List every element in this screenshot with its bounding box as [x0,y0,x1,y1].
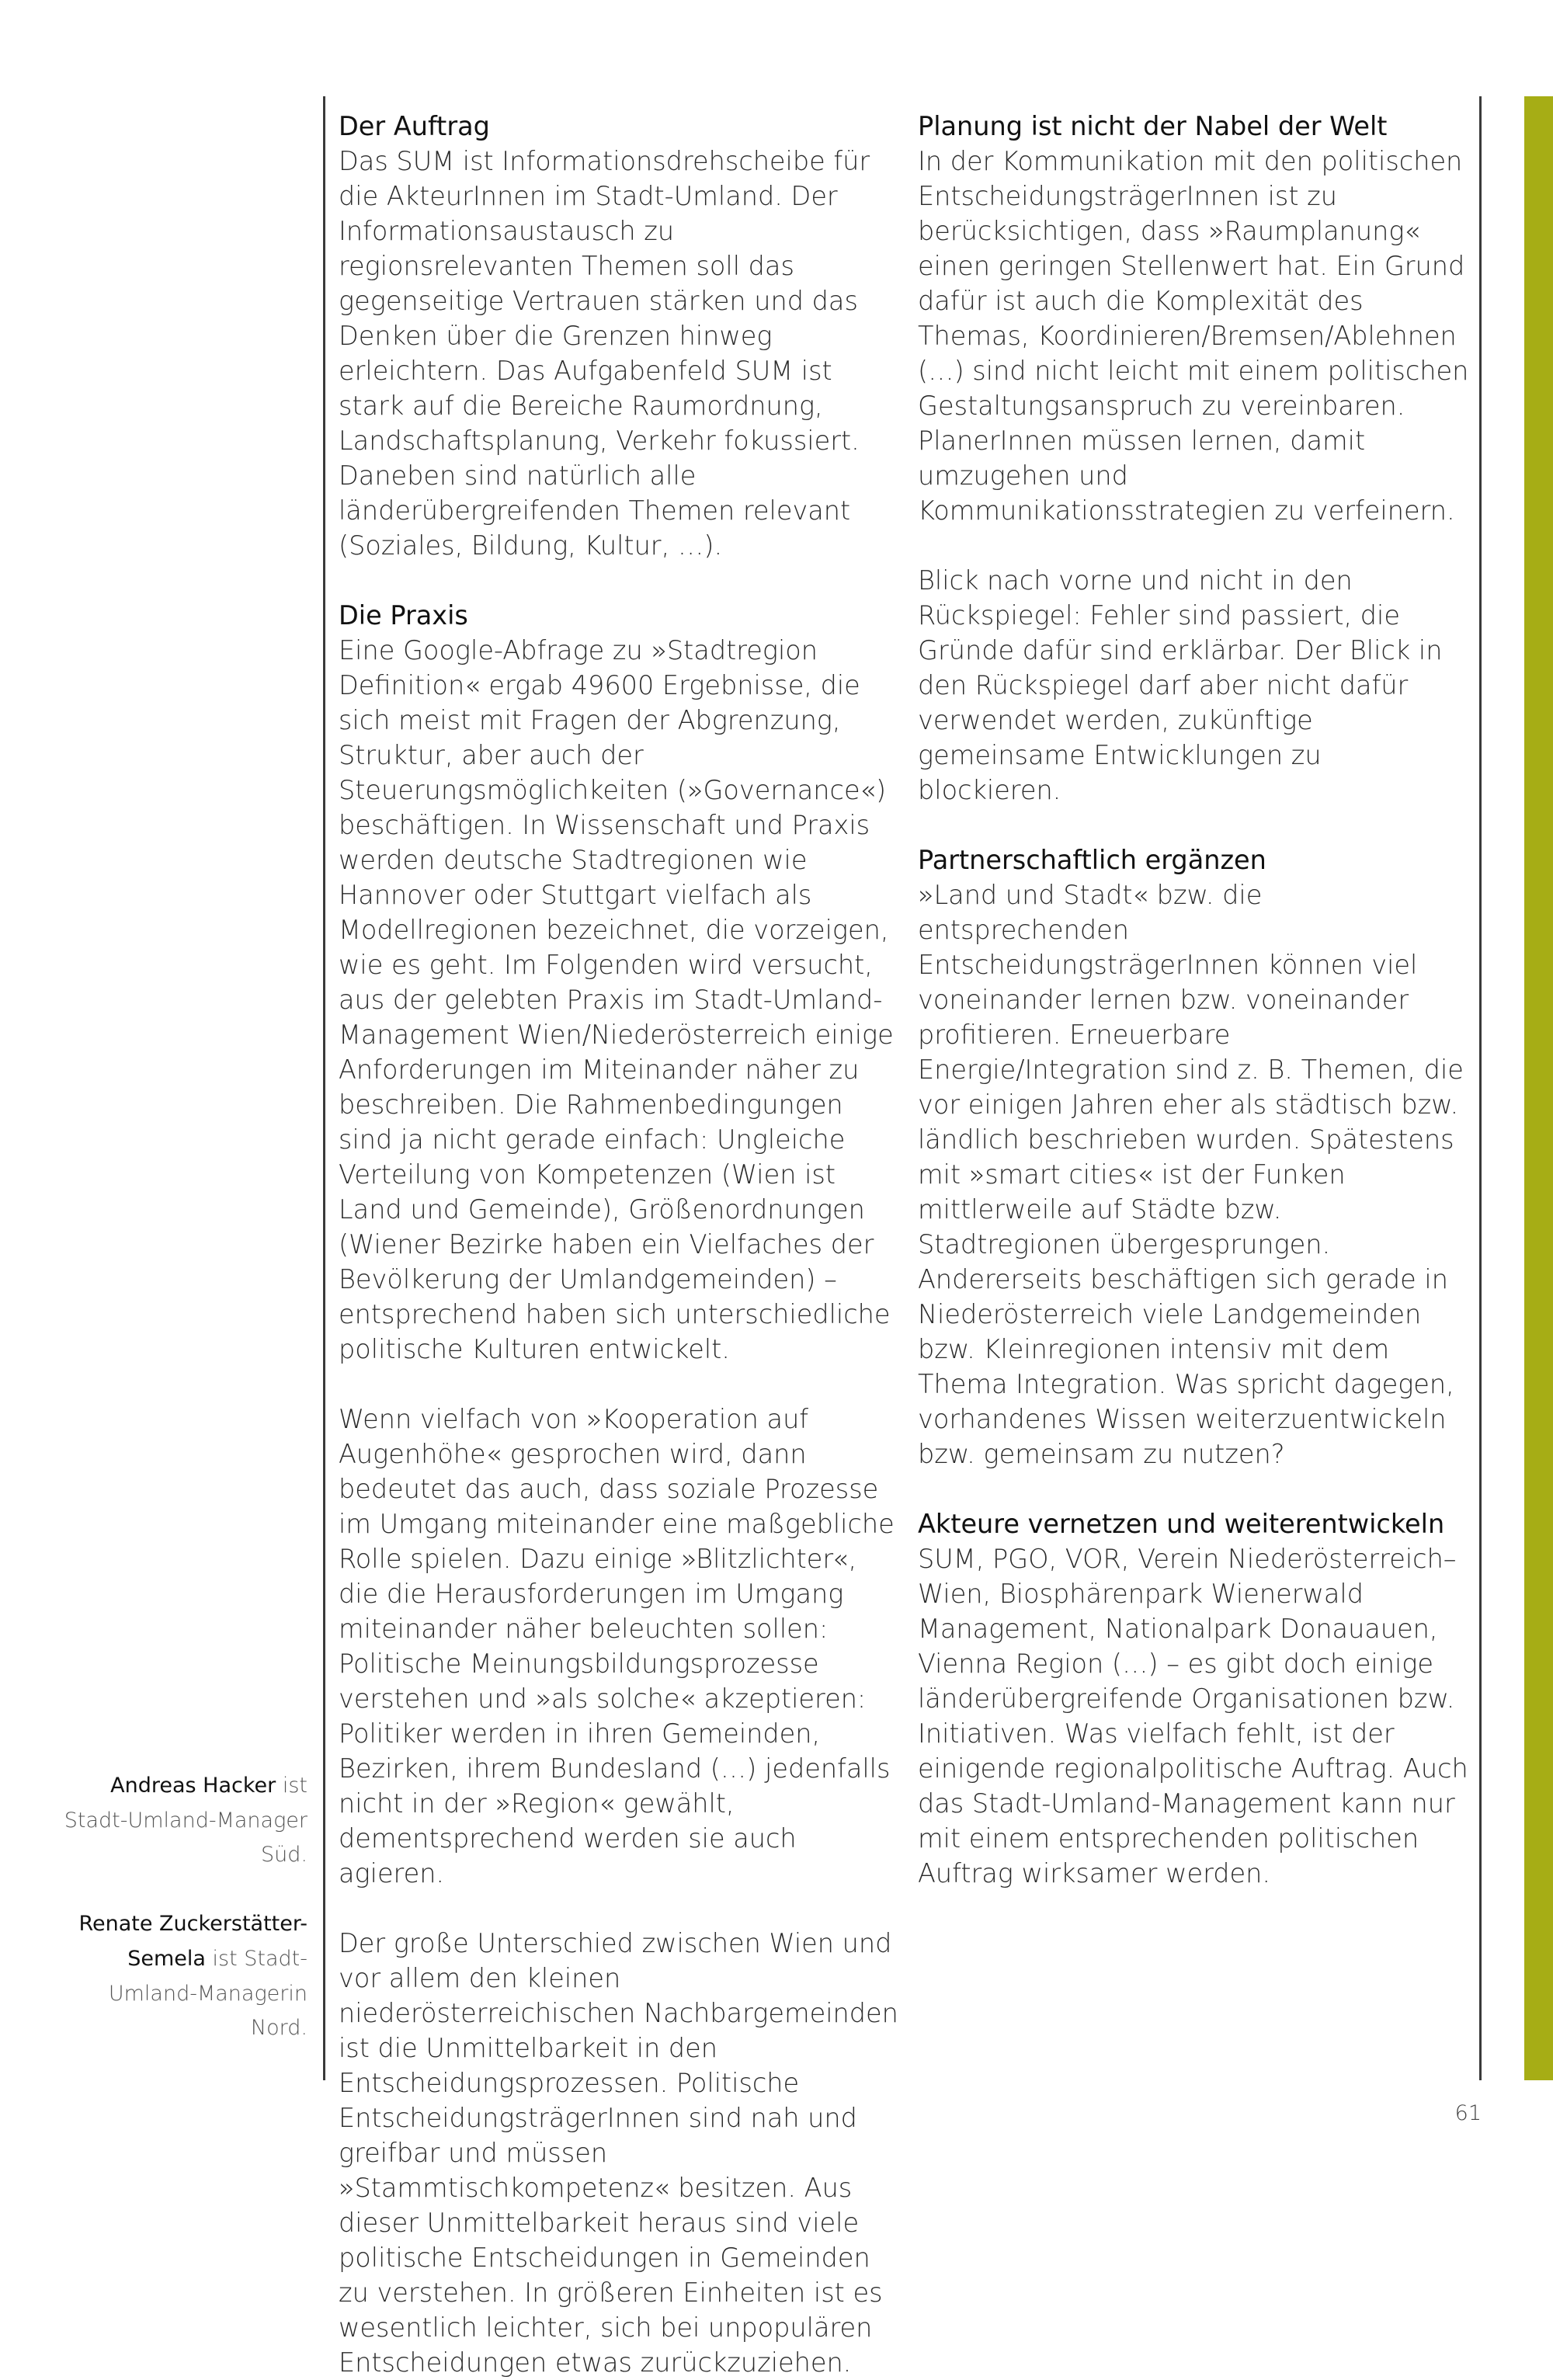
author-spacer [59,1873,307,1908]
author-role: ist Stadt-Umland-Managerin Nord. [108,1946,307,2041]
paragraph-auftrag: Das SUM ist Informationsdrehscheibe für die AkteurInnen im Stadt-Umland. Der Informationsaustausch zu regionsrelevanten Themen soll das gegenseitige Vertrauen stärken und das Denken über die Grenzen hinweg erleichtern. Das Aufgabenfeld SUM ist stark auf die Bereiche Raumordnung, Landschaftsplanung, Verkehr fokussiert. Daneben sind natürlich alle länderübergreifenden Themen relevant (Soziales, Bildung, Kultur, …). [339,146,870,561]
column-divider-left [323,96,325,2080]
text-column-left [339,109,899,2380]
paragraph-praxis-1: Eine Google-Abfrage zu »Stadtregion Definition« ergab 49600 Ergebnisse, die sich meist mit Fragen der Abgrenzung, Struktur, aber auch der Steuerungsmöglichkeiten (»Governance«) beschäftigen. In Wissenschaft und Praxis werden deutsche Stadtregionen wie Hannover oder Stuttgart vielfach als Modellregionen bezeichnet, die vorzeigen, wie es geht. Im Folgenden wird versucht, aus der gelebten Praxis im Stadt-Umland-Management Wien/Niederösterreich einige Anforderungen im Miteinander näher zu beschreiben. Die Rahmenbedingungen sind ja nicht gerade einfach: Ungleiche Verteilung von Kompetenzen (Wien ist Land und Gemeinde), Größenordnungen (Wiener Bezirke haben ein Vielfaches der Bevölkerung der Umlandgemeinden) – entsprechend haben sich unterschiedliche politische Kulturen entwickelt. [339,635,894,1364]
page-number: 61 [1454,2101,1482,2125]
paragraph-planung-1: In der Kommunikation mit den politischen EntscheidungsträgerInnen ist zu berücksichtigen, dass »Raumplanung« einen geringen Stellenwert hat. Ein Grund dafür ist auch die Komplexität des Themas, Koordinieren/Bremsen/Ablehnen (…) sind nicht leicht mit einem politischen Gestaltungsanspruch zu vereinbaren. PlanerInnen müssen lernen, damit umzugehen und Kommunikationsstrategien zu verfeinern. [918,146,1469,526]
section-heading-partnerschaft: Partnerschaftlich ergänzen [918,845,1266,875]
paragraph-planung-2: Blick nach vorne und nicht in den Rückspiegel: Fehler sind passiert, die Gründe dafür sind erklärbar. Der Blick in den Rückspiegel darf aber nicht dafür verwendet werden, zukünftige gemeinsame Entwicklungen zu blockieren. [918,565,1443,805]
paragraph-akteure: SUM, PGO, VOR, Verein Niederösterreich–Wien, Biosphärenpark Wienerwald Management, Nationalpark Donauauen, Vienna Region (…) – es gibt doch einige länderübergreifende Organisationen bzw. Initiativen. Was vielfach fehlt, ist der einigende regionalpolitische Auftrag. Auch das Stadt-Umland-Management kann nur mit einem entsprechenden politischen Auftrag wirksamer werden. [918,1544,1468,1888]
paragraph-praxis-2: Wenn vielfach von »Kooperation auf Augenhöhe« gesprochen wird, dann bedeutet das auch, dass soziale Prozesse im Umgang miteinander eine maßgebliche Rolle spielen. Dazu einige »Blitzlichter«, die die Herausforderungen im Umgang miteinander näher beleuchten sollen: Politische Meinungsbildungsprozesse verstehen und »als solche« akzeptieren: Politiker werden in ihren Gemeinden, Bezirken, ihrem Bundesland (…) jedenfalls nicht in der »Region« gewählt, dementsprechend werden sie auch agieren. [339,1404,895,1888]
section-heading-planung: Planung ist nicht der Nabel der Welt [918,111,1388,141]
section-heading-praxis: Die Praxis [339,600,468,631]
author-note [59,1907,307,2045]
author-name: Andreas Hacker [110,1774,276,1798]
author-role: ist Stadt-Umland-Manager Süd. [64,1774,307,1868]
column-divider-right [1479,96,1482,2080]
author-sidebar [59,1769,307,2046]
text-column-right [918,109,1471,1891]
author-note [59,1769,307,1873]
accent-bar [1524,96,1553,2080]
section-heading-akteure: Akteure vernetzen und weiterentwickeln [918,1509,1445,1539]
section-heading-auftrag: Der Auftrag [339,111,490,141]
paragraph-partnerschaft: »Land und Stadt« bzw. die entsprechenden EntscheidungsträgerInnen können viel voneinander lernen bzw. voneinander profitieren. Erneuerbare Energie/Integration sind z. B. Themen, die vor einigen Jahren eher als städtisch bzw. ländlich beschrieben wurden. Spätestens mit »smart cities« ist der Funken mittlerweile auf Städte bzw. Stadtregionen übergesprungen. Andererseits beschäftigen sich gerade in Niederösterreich viele Landgemeinden bzw. Kleinregionen intensiv mit dem Thema Integration. Was spricht dagegen, vorhandenes Wissen weiterzuentwickeln bzw. gemeinsam zu nutzen? [918,880,1464,1469]
paragraph-praxis-3: Der große Unterschied zwischen Wien und vor allem den kleinen niederösterreichischen Nachbargemeinden ist die Unmittelbarkeit in den Entscheidungsprozessen. Politische EntscheidungsträgerInnen sind nah und greifbar und müssen »Stammtischkompetenz« besitzen. Aus dieser Unmittelbarkeit heraus sind viele politische Entscheidungen in Gemeinden zu verstehen. In größeren Einheiten ist es wesentlich leichter, sich bei unpopulären Entscheidungen etwas zurückzuziehen. [339,1928,898,2378]
author-name: Renate Zuckerstätter-Semela [78,1912,307,1971]
